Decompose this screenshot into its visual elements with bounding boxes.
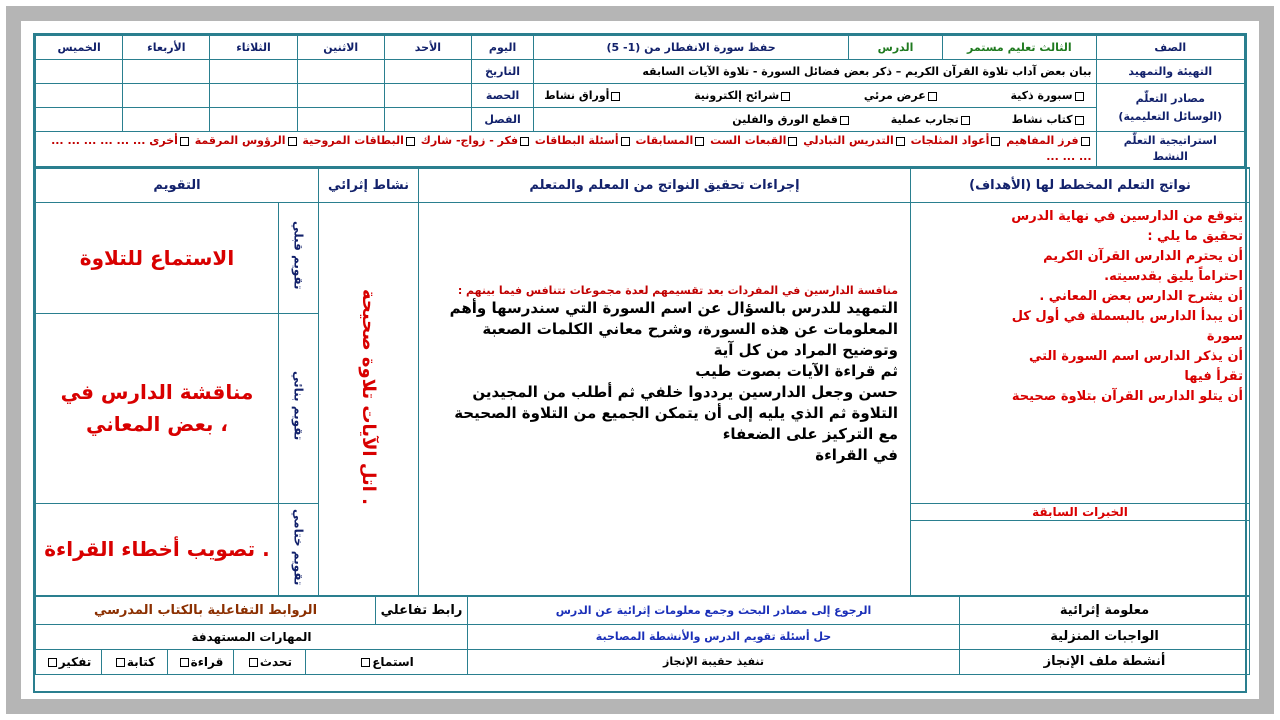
prior-knowledge-cell [911,503,1250,595]
lesson-title: حفظ سورة الانفطار من (1- 5) [534,36,849,60]
eval-type-formative: تقويم بنائي [291,371,306,441]
prior-knowledge-label: الخبرات السابقة [911,504,1249,521]
main-table [35,167,1250,596]
section-cell-monday[interactable] [297,108,384,132]
day-wednesday: الأربعاء [123,36,210,60]
checkbox[interactable] [991,137,1000,146]
interactive-link-value[interactable]: الروابط التفاعلية بالكتاب المدرسي [36,596,376,624]
checkbox[interactable] [1075,116,1084,125]
goal-line: سورة [1206,328,1244,344]
skill-option-thinking[interactable]: تفكير [36,649,102,674]
goal-line: أن يتلو الدارس القرآن بتلاوة صحيحة [1011,388,1244,404]
skill-option-reading[interactable]: قراءة [168,649,234,674]
procedure-line: مع التركيز على الضعفاء [722,424,899,443]
procedure-line: في القراءة [815,445,899,464]
strategy-option[interactable]: التدريس التبادلي [803,134,907,147]
strategy-option[interactable]: المسابقات [635,134,706,147]
enrichment-header: نشاط إثرائي [319,168,419,202]
goal-line: أن يحترم الدارس القرآن الكريم [1043,248,1244,264]
source-option[interactable]: كتاب نشاط [1012,113,1086,126]
checkbox[interactable] [695,137,704,146]
goals-header: نواتج التعلم المخطط لها (الأهداف) [911,168,1250,202]
source-option[interactable]: أوراق نشاط [544,89,622,102]
strategy-option[interactable]: فرز المفاهيم [1006,134,1091,147]
checkbox[interactable] [961,116,970,125]
eval-type-summative-cell [279,503,319,595]
source-option[interactable]: قطع الورق والفلين [732,113,851,126]
eval-type-summative: تقويم ختامي [291,508,306,586]
procedure-line: المعلومات عن هذه السورة، وشرح معاني الكلمات الصعبة [482,319,899,338]
interactive-link-label: رابط تفاعلي [376,596,468,624]
checkbox[interactable] [180,137,189,146]
checkbox[interactable] [1075,92,1084,101]
source-option[interactable]: شرائح إلكترونية [694,89,792,102]
portfolio-label: أنشطة ملف الإنجاز [960,649,1250,674]
checkbox[interactable] [249,658,258,667]
section-cell-wednesday[interactable] [123,108,210,132]
strategy-option[interactable]: أعواد المثلجات [911,134,1003,147]
strategy-option[interactable]: فكر - زواج- شارك [421,134,531,147]
procedure-line: وتوضيح المراد من كل آية [713,340,899,359]
goal-line: تحقيق ما يلي : [1147,228,1244,244]
strategy-option[interactable]: أسئلة البطاقات [535,134,632,147]
strategy-option[interactable]: البطاقات المروحية [302,134,417,147]
checkbox[interactable] [611,92,620,101]
period-cell-wednesday[interactable] [123,84,210,108]
class-value: الثالث تعليم مستمر [943,36,1096,60]
strategy-option[interactable]: أخرى [149,134,191,147]
sources-label: مصادر التعلّم (الوسائل التعليمية) [1096,84,1244,132]
period-cell-tuesday[interactable] [210,84,297,108]
day-label: اليوم [472,36,534,60]
day-thursday: الخميس [36,36,123,60]
period-cell-thursday[interactable] [36,84,123,108]
date-cell-monday[interactable] [297,60,384,84]
date-cell-thursday[interactable] [36,60,123,84]
intro-label: التهيئة والتمهيد [1096,60,1244,84]
day-tuesday: الثلاثاء [210,36,297,60]
checkbox[interactable] [840,116,849,125]
checkbox[interactable] [896,137,905,146]
checkbox[interactable] [928,92,937,101]
procedures-cell [419,202,911,595]
eval-text-pre: الاستماع للتلاوة [36,202,279,313]
portfolio-value: تنفيذ حقيبة الإنجاز [468,649,960,674]
intro-value: ببان بعض آداب تلاوة القرآن الكريم – ذكر بعض فضائل السورة - تلاوة الآيات السابقه [534,60,1096,84]
skill-option-listening[interactable]: استماع [306,649,468,674]
source-option[interactable]: تجارب عملية [891,113,972,126]
section-cell-thursday[interactable] [36,108,123,132]
checkbox[interactable] [180,658,189,667]
eval-type-pre: تقويم قبلي [291,221,306,290]
checkbox[interactable] [48,658,57,667]
homework-value: حل أسئلة تقويم الدرس والأنشطة المصاحبة [468,624,960,649]
strategy-option[interactable]: الرؤوس المرقمة [195,134,299,147]
procedure-line: التلاوة ثم الذي يليه إلى أن يتمكن الجميع من التلاوة الصحيحة [454,403,899,422]
strategy-dots: ... ... ... ... ... ... ... ... ... [51,134,1092,163]
goal-line: أن يذكر الدارس اسم السورة التي [1028,348,1244,364]
strategy-options [36,132,1097,167]
checkbox[interactable] [361,658,370,667]
period-cell-sunday[interactable] [384,84,471,108]
date-label: التاريخ [472,60,534,84]
class-label: الصف [1096,36,1244,60]
checkbox[interactable] [116,658,125,667]
checkbox[interactable] [788,137,797,146]
procedures-header: إجراءات تحقيق النواتج من المعلم والمتعلم [419,168,911,202]
goals-cell [911,202,1250,503]
eval-text-formative: مناقشة الدارس في بعض المعاني ، [36,313,279,503]
skill-option-writing[interactable]: كتابة [102,649,168,674]
section-cell-sunday[interactable] [384,108,471,132]
goal-line: تقرأ فيها [1184,368,1244,384]
checkbox[interactable] [520,137,529,146]
skill-option-speaking[interactable]: تحدث [234,649,306,674]
period-label: الحصة [472,84,534,108]
strategy-label: استراتيجية التعلّم النشط [1096,132,1244,167]
date-cell-wednesday[interactable] [123,60,210,84]
eval-text-summative: تصويب أخطاء القراءة . [36,503,279,595]
checkbox[interactable] [781,92,790,101]
enrichment-info-label: معلومة إثرائية [960,596,1250,624]
enrichment-info-value: الرجوع إلى مصادر البحث وجمع معلومات إثرائية عن الدرس [468,596,960,624]
enrichment-cell [319,202,419,595]
procedure-line: التمهيد للدرس بالسؤال عن اسم السورة التي سندرسها وأهم [449,298,899,317]
source-option[interactable]: سبورة ذكية [1010,89,1085,102]
checkbox[interactable] [1081,137,1090,146]
checkbox[interactable] [621,137,630,146]
checkbox[interactable] [406,137,415,146]
period-cell-monday[interactable] [297,84,384,108]
goal-line: احتراماً يليق بقدسيته. [1104,268,1244,284]
skills-label: المهارات المستهدفة [36,624,468,649]
goal-line: أن يشرح الدارس بعض المعاني . [1039,288,1244,304]
procedure-line: حسن وجعل الدارسين يرددوا خلفي ثم أطلب من المجيدين [472,382,899,401]
lesson-label: الدرس [848,36,942,60]
eval-type-formative-cell [279,313,319,503]
date-cell-sunday[interactable] [384,60,471,84]
strategy-option[interactable]: القبعات الست [710,134,799,147]
section-cell-tuesday[interactable] [210,108,297,132]
date-cell-tuesday[interactable] [210,60,297,84]
goal-line: يتوقع من الدارسين في نهاية الدرس [1011,208,1244,224]
eval-type-pre-cell [279,202,319,313]
section-label: الفصل [472,108,534,132]
sources-row-1 [534,84,1096,108]
procedures-intro: منافسة الدارسين في المفردات بعد تقسيمهم لعدة مجموعات تتنافس فيما بينهم : [457,283,899,297]
source-option[interactable]: عرض مرئي [864,89,939,102]
evaluation-header: التقويم [36,168,319,202]
checkbox[interactable] [288,137,297,146]
sources-row-2 [534,108,1096,132]
day-monday: الاثنين [297,36,384,60]
footer-table [35,596,1250,675]
goal-line: أن يبدأ الدارس بالبسملة في أول كل [1011,308,1244,324]
procedure-line: ثم قراءة الآيات بصوت طيب [695,361,899,380]
header-table [35,35,1245,167]
homework-label: الواجبات المنزلية [960,624,1250,649]
lesson-plan-page [33,33,1247,693]
day-sunday: الأحد [384,36,471,60]
enrichment-text: اتل الآيات تلاوة صحيحة . [358,288,380,505]
